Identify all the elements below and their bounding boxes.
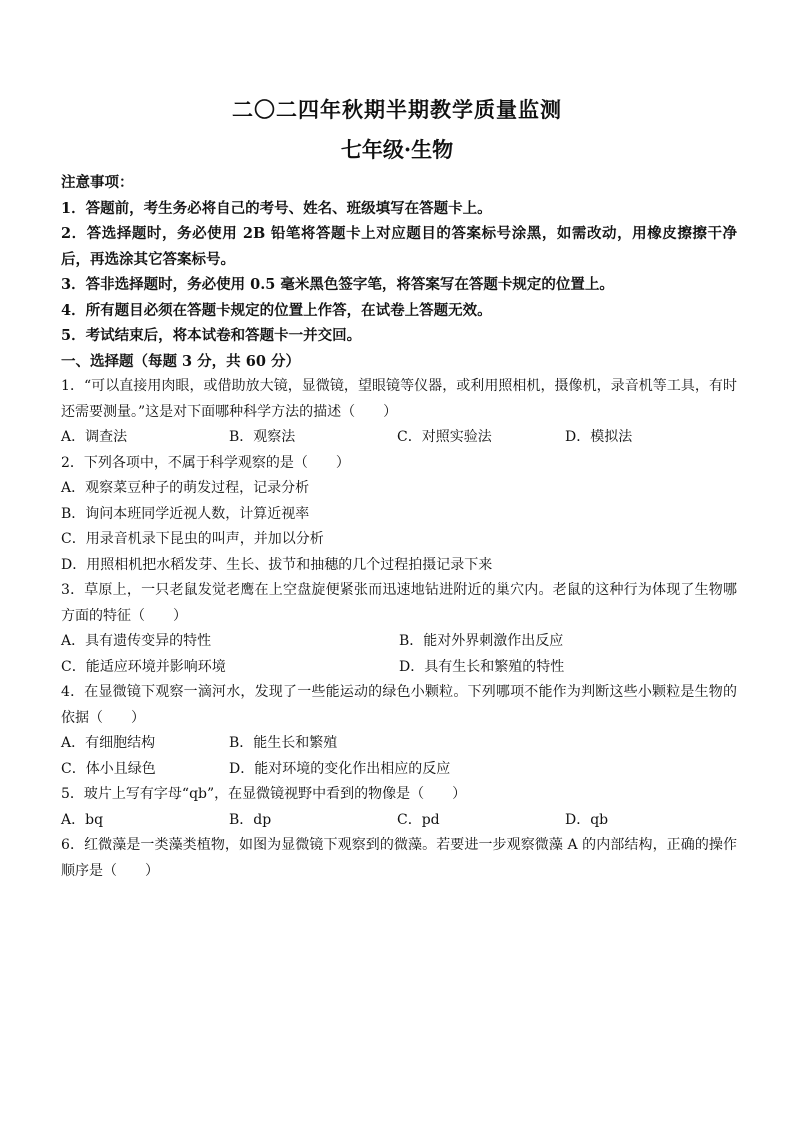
question-5-option-d: D．qb [565,811,609,828]
question-5-stem: 5．玻片上写有字母“qb”，在显微镜视野中看到的物像是（ ） [61,786,467,802]
question-3-option-d: D．具有生长和繁殖的特性 [399,658,565,675]
question-4-options-row-2 [61,757,737,783]
notice-item-4: 4．所有题目必须在答题卡规定的位置上作答，在试卷上答题无效。 [61,301,492,319]
question-3-options-row-2 [61,655,737,681]
question-4-option-c: C．体小且绿色 [61,760,156,777]
question-1-option-c: C．对照实验法 [397,429,492,445]
exam-title: 二〇二四年秋期半期教学质量监测 [232,97,562,122]
question-3-option-b: B．能对外界刺激作出反应 [399,633,564,649]
question-4-stem: 4．在显微镜下观察一滴河水，发现了一些能运动的绿色小颗粒。下列哪项不能作为判断这些小颗粒是生物的依据（ ） [61,684,737,726]
notice-item-5: 5．考试结束后，将本试卷和答题卡一并交回。 [61,327,362,344]
question-4-option-b: B．能生长和繁殖 [229,735,338,751]
question-5-option-c: C．pd [397,811,440,828]
notice-item-1: 1．答题前，考生务必将自己的考号、姓名、班级填写在答题卡上。 [61,199,492,217]
question-1-option-a: A．调查法 [61,429,128,445]
notice-item-2: 2．答选择题时，务必使用 2B 铅笔将答题卡上对应题目的答案标号涂黑，如需改动，用橡皮擦擦干净后，再选涂其它答案标号。 [61,225,737,268]
question-1-option-d: D．模拟法 [565,429,633,445]
question-1-option-b: B．观察法 [229,429,296,445]
exam-content [61,170,737,884]
question-2-option-a: A．观察菜豆种子的萌发过程，记录分析 [61,480,310,496]
question-4-option-a: A．有细胞结构 [61,735,156,751]
question-5-option-a: A．bq [61,811,104,828]
question-4-options-row-1 [61,731,737,757]
question-3-options-row-1 [61,629,737,655]
question-2-option-b: B．询问本班同学近视人数，计算近视率 [61,505,310,522]
notice-item-3: 3．答非选择题时，务必使用 0.5 毫米黑色签字笔，将答案写在答题卡规定的位置上。 [61,276,614,293]
exam-subtitle: 七年级·生物 [340,137,454,162]
question-6-stem: 6．红微藻是一类藻类植物，如图为显微镜下观察到的微藻。若要进一步观察微藻 A 的内部结构，正确的操作顺序是（ ） [61,837,737,879]
question-1-stem: 1．“可以直接用肉眼，或借助放大镜，显微镜，望眼镜等仪器，或利用照相机，摄像机，录音机等工具，有时还需要测量。”这是对下面哪种科学方法的描述（ ） [61,378,737,420]
question-5-options [61,808,737,834]
question-3-stem: 3．草原上，一只老鼠发觉老鹰在上空盘旋便紧张而迅速地钻进附近的巢穴内。老鼠的这种行为体现了生物哪方面的特征（ ） [61,582,737,624]
question-2-option-c: C．用录音机录下昆虫的叫声，并加以分析 [61,531,324,547]
question-3-option-c: C．能适应环境并影响环境 [61,658,226,675]
question-2-option-d: D．用照相机把水稻发芽、生长、拔节和抽穗的几个过程拍摄记录下来 [61,556,493,573]
section-heading: 一、选择题（每题 3 分，共 60 分） [61,352,300,370]
question-3-option-a: A．具有遗传变异的特性 [61,633,212,649]
notice-heading: 注意事项： [61,174,134,191]
question-4-option-d: D．能对环境的变化作出相应的反应 [229,760,451,777]
question-5-option-b: B．dp [229,811,272,828]
question-2-stem: 2．下列各项中，不属于科学观察的是（ ） [61,454,350,471]
question-1-options [61,425,737,451]
